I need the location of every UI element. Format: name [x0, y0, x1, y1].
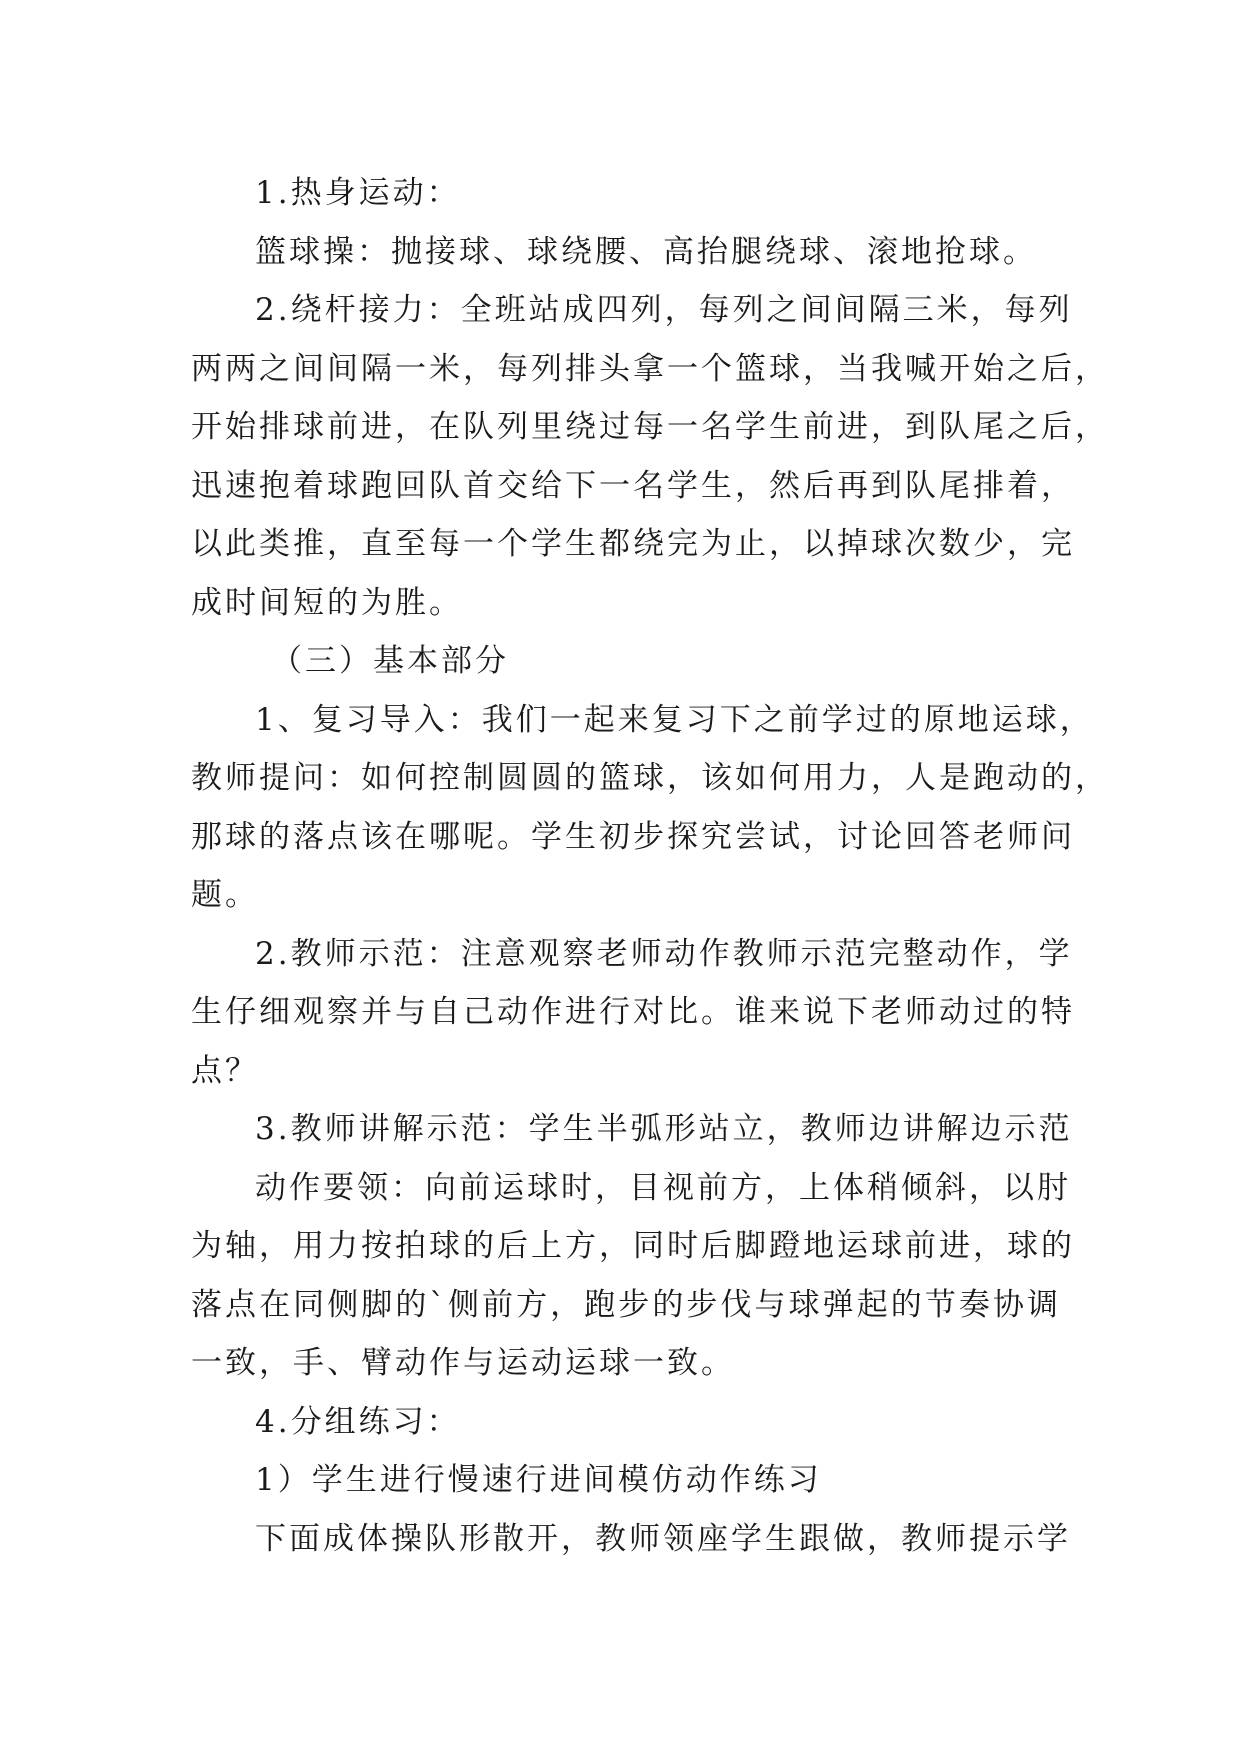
paragraph-line: 开始排球前进，在队列里绕过每一名学生前进，到队尾之后， [191, 409, 1109, 445]
paragraph-line: 落点在同侧脚的`侧前方，跑步的步伐与球弹起的节奏协调 [191, 1286, 1061, 1323]
paragraph-line: 1.热身运动： [255, 175, 461, 211]
paragraph-line: 3.教师讲解示范：学生半弧形站立，教师边讲解边示范 [255, 1111, 1073, 1147]
paragraph-line: 点？ [191, 1052, 259, 1089]
paragraph-line: 一致，手、臂动作与运动运球一致。 [191, 1345, 735, 1381]
paragraph-line: 成时间短的为胜。 [191, 584, 463, 621]
section-heading: （三）基本部分 [271, 643, 509, 679]
paragraph-line: 动作要领：向前运球时，目视前方，上体稍倾斜，以肘 [255, 1169, 1071, 1206]
paragraph-line: 教师提问：如何控制圆圆的篮球，该如何用力，人是跑动的， [191, 760, 1109, 796]
paragraph-line: 下面成体操队形散开，教师领座学生跟做，教师提示学 [255, 1520, 1071, 1557]
paragraph-line: 为轴，用力按拍球的后上方，同时后脚蹬地运球前进，球的 [191, 1228, 1075, 1264]
paragraph-line: 2.教师示范：注意观察老师动作教师示范完整动作，学 [255, 935, 1073, 972]
paragraph-line: 生仔细观察并与自己动作进行对比。谁来说下老师动过的特 [191, 994, 1075, 1030]
paragraph-line: 2.绕杆接力：全班站成四列，每列之间间隔三米，每列 [255, 292, 1073, 328]
paragraph-line: 那球的落点该在哪呢。学生初步探究尝试，讨论回答老师问 [191, 818, 1075, 855]
paragraph-line: 1、复习导入：我们一起来复习下之前学过的原地运球， [255, 701, 1094, 738]
paragraph-line: 篮球操：抛接球、球绕腰、高抬腿绕球、滚地抢球。 [255, 233, 1037, 270]
paragraph-line: 题。 [191, 877, 259, 913]
paragraph-line: 迅速抱着球跑回队首交给下一名学生，然后再到队尾排着， [191, 467, 1075, 504]
paragraph-line: 4.分组练习： [255, 1403, 461, 1440]
paragraph-line: 以此类推，直至每一个学生都绕完为止，以掉球次数少，完 [191, 526, 1075, 562]
paragraph-line: 两两之间间隔一米，每列排头拿一个篮球，当我喊开始之后， [191, 350, 1109, 387]
paragraph-line: 1）学生进行慢速行进间模仿动作练习 [255, 1462, 822, 1498]
document-body [191, 164, 1109, 1568]
